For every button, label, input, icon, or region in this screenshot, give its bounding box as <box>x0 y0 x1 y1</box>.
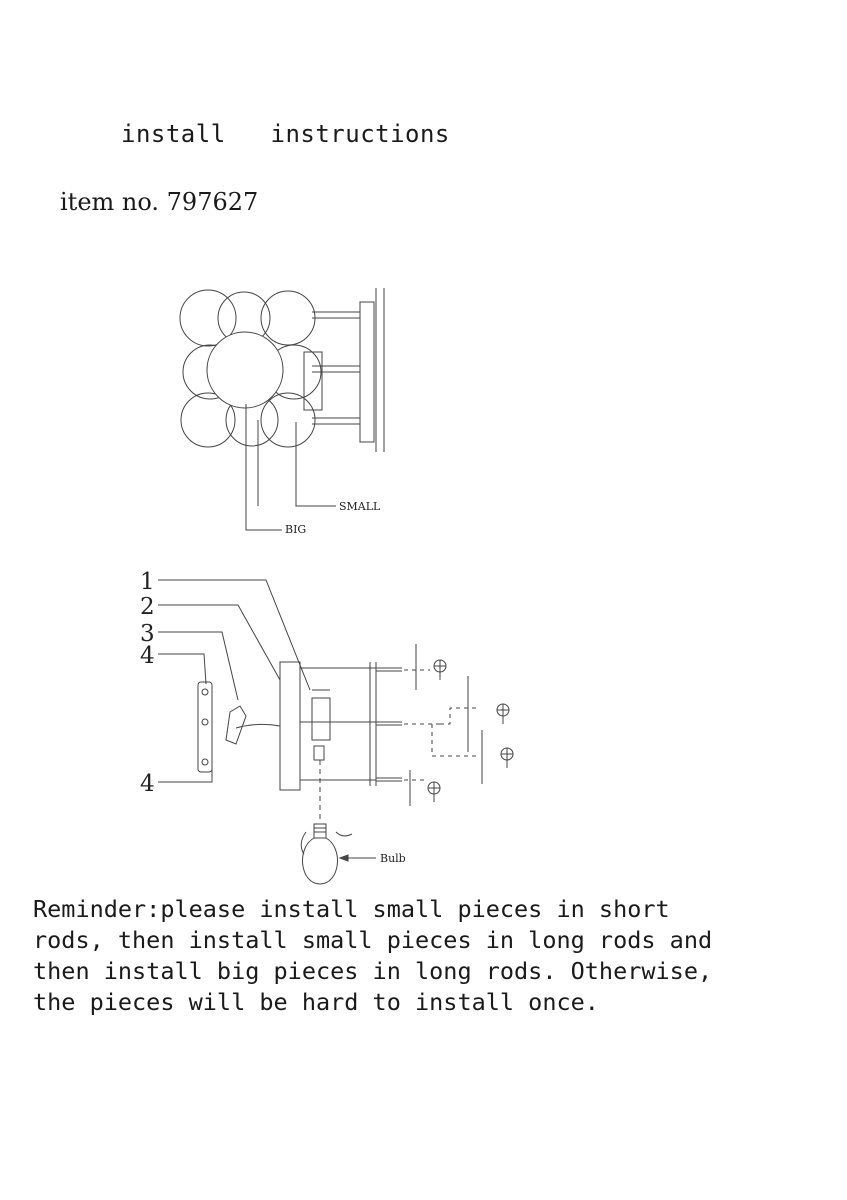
screw-icon <box>501 748 513 768</box>
label-small: SMALL <box>339 500 381 513</box>
top-assembly-drawing <box>180 288 384 530</box>
reminder-line: the pieces will be hard to install once. <box>33 988 599 1016</box>
callout-numbers <box>140 569 155 797</box>
screw-icon <box>434 660 446 680</box>
reminder-line: Reminder:please install small pieces in short <box>33 895 670 923</box>
big-leader-line <box>246 404 282 530</box>
exploded-view-drawing <box>158 580 513 884</box>
bulb-icon <box>301 824 352 884</box>
reminder-line: rods, then install small pieces in long rods and <box>33 926 713 954</box>
callout-4-top: 4 <box>140 643 155 669</box>
small-leader-line <box>296 422 336 506</box>
wall-plate <box>280 662 300 790</box>
wire-connector <box>226 706 246 744</box>
big-glass-piece <box>207 332 283 408</box>
small-glass-piece <box>261 393 315 447</box>
reminder-line: then install big pieces in long rods. Otherwise, <box>33 957 713 985</box>
lamp-socket <box>312 698 330 740</box>
screw-icon <box>497 704 509 724</box>
small-glass-piece <box>261 291 315 345</box>
callout-1: 1 <box>140 569 155 595</box>
callout-2: 2 <box>140 594 155 620</box>
label-bulb: Bulb <box>380 852 406 865</box>
callout-4-bottom: 4 <box>140 771 155 797</box>
label-big: BIG <box>285 523 307 536</box>
backplate <box>360 302 374 442</box>
document-title: install instructions <box>121 120 450 148</box>
item-number: item no. 797627 <box>60 188 259 216</box>
screw-icon <box>428 782 440 802</box>
reminder-text <box>33 894 813 1018</box>
callout-3: 3 <box>140 621 155 647</box>
